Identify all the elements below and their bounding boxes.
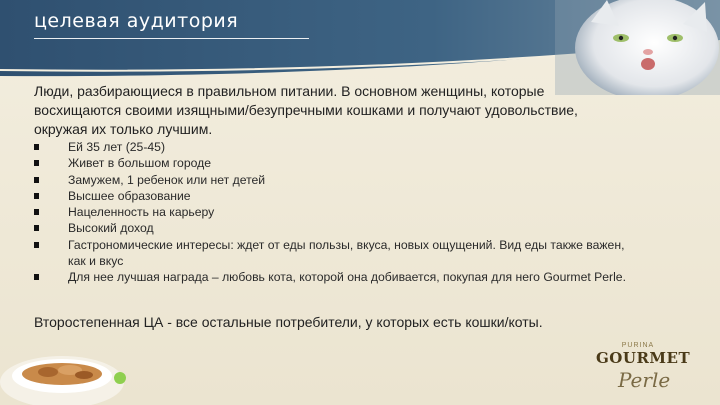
bullet-icon xyxy=(34,160,39,166)
list-item xyxy=(34,172,644,188)
bullet-icon xyxy=(34,193,39,199)
bullet-icon xyxy=(34,144,39,150)
bullet-text: Высокий доход xyxy=(68,221,154,236)
logo-sub-text: Perle xyxy=(618,368,671,392)
bullet-icon xyxy=(34,225,39,231)
bullet-text: Ей 35 лет (25-45) xyxy=(68,140,166,154)
secondary-audience-text: Второстепенная ЦА - все остальные потребители, у которых есть кошки/коты. xyxy=(34,314,543,330)
list-item xyxy=(34,188,644,204)
gourmet-perle-logo xyxy=(596,342,691,400)
bullet-text: Живет в большом городе xyxy=(68,156,212,171)
list-item xyxy=(34,220,644,236)
list-item xyxy=(34,139,644,155)
intro-text: Люди, разбирающиеся в правильном питании. В основном женщины, которые восхищаются своими изящными/безупречными кошками и получают удовольствие, окружая их только лучшим. xyxy=(34,83,578,137)
bullet-icon xyxy=(34,242,39,248)
list-item xyxy=(34,155,644,171)
cat-photo xyxy=(555,0,720,95)
bullet-icon xyxy=(34,177,39,183)
bullet-text: Нацеленность на карьеру xyxy=(68,205,215,220)
list-item xyxy=(34,204,644,220)
list-item xyxy=(34,269,644,285)
bullet-text: Гастрономические интересы: ждет от еды пользы, вкуса, новых ощущений. Вид еды также важен, как и вкус xyxy=(68,237,625,269)
list-item xyxy=(34,237,644,270)
bullet-text: Замужем, 1 ребенок или нет детей xyxy=(68,172,266,187)
title-underline xyxy=(34,38,309,39)
slide-title: целевая аудитория xyxy=(34,10,239,32)
food-bowl-image xyxy=(0,320,140,405)
logo-top-text: PURINA xyxy=(621,342,655,349)
bullet-list xyxy=(34,139,644,286)
logo-brand-text: GOURMET xyxy=(596,349,691,367)
bullet-text: Высшее образование xyxy=(68,188,191,203)
bullet-icon xyxy=(34,274,39,280)
bullet-icon xyxy=(34,209,39,215)
bullet-text: Для нее лучшая награда – любовь кота, которой она добивается, покупая для него Gourmet Perle. xyxy=(68,270,626,285)
